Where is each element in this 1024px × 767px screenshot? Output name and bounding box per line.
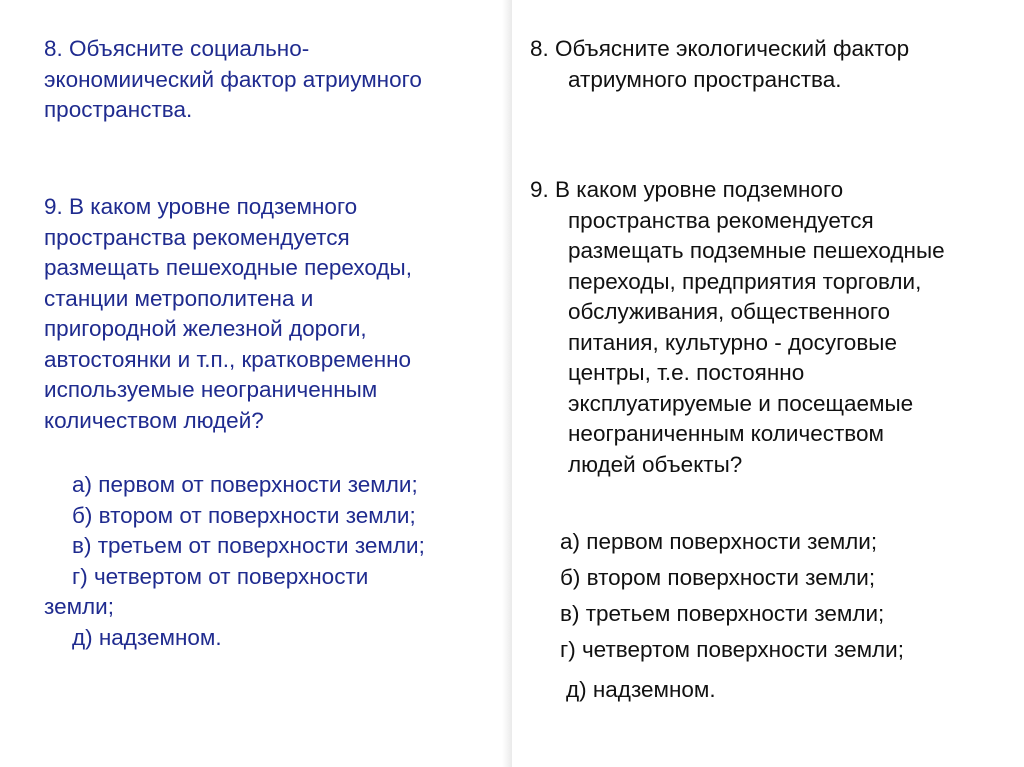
right-answer-a: а) первом поверхности земли; [560,529,878,554]
right-q9-line: размещать подземные пешеходные [568,238,945,263]
right-q9-line: 9. В каком уровне подземного [530,177,844,202]
left-q8-line: 8. Объясните социально- [44,36,310,61]
column-divider-shadow [502,0,512,767]
left-q8-line: пространства. [44,97,193,122]
right-question-8 [530,34,909,95]
right-column [512,0,1024,767]
right-answer-options [560,524,904,708]
right-q8-line: атриумного пространства. [568,66,842,92]
left-answer-a: а) первом от поверхности земли; [72,472,418,497]
right-question-9 [530,175,945,480]
left-q9-line: станции метрополитена и [44,285,314,311]
left-q9-line: 9. В каком уровне подземного [44,194,358,219]
right-q9-line: пространства рекомендуется [568,207,874,233]
right-q9-line: переходы, предприятия торговли, [568,268,922,294]
right-q8-line: 8. Объясните экологический фактор [530,36,910,61]
left-answer-e: д) надземном. [72,624,222,650]
left-question-9 [44,192,412,436]
left-q9-line: количеством людей? [44,407,264,433]
right-answer-c: в) третьем поверхности земли; [560,601,885,626]
left-answer-d: г) четвертом от поверхности [72,563,369,589]
left-q9-line: пригородной железной дороги, [44,316,367,341]
right-q9-line: людей объекты? [568,451,743,477]
left-q9-line: пространства рекомендуется [44,224,350,250]
left-q9-line: размещать пешеходные переходы, [44,255,412,280]
right-answer-d: г) четвертом поверхности земли; [560,637,904,662]
right-answer-b: б) втором поверхности земли; [560,565,876,590]
right-q9-line: эксплуатируемые и посещаемые [568,390,914,416]
right-q9-line: центры, т.е. постоянно [568,360,805,385]
right-q9-line: неограниченным количеством [568,421,884,446]
left-answer-d-continued: земли; [44,594,114,619]
right-q9-line: обслуживания, общественного [568,299,891,324]
left-answer-b: б) втором от поверхности земли; [72,502,416,528]
left-answer-c: в) третьем от поверхности земли; [72,533,425,558]
left-answer-options [44,470,425,653]
right-q9-line: питания, культурно - досуговые [568,329,897,355]
left-q9-line: автостоянки и т.п., кратковременно [44,346,412,372]
left-q9-line: используемые неограниченным [44,377,378,402]
right-answer-e: д) надземном. [566,677,716,702]
left-q8-line: экономиический фактор атриумного [44,66,422,92]
left-question-8 [44,34,422,126]
